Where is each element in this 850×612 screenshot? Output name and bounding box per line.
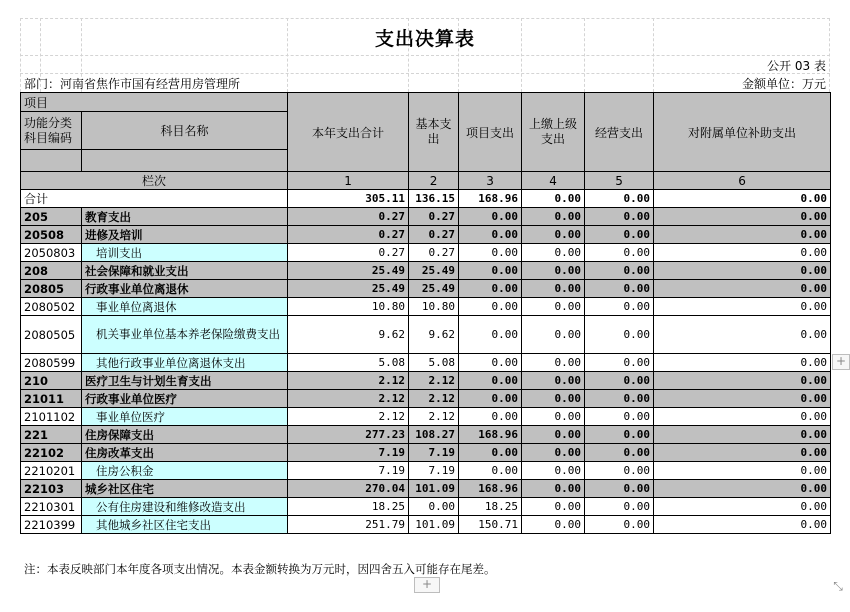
- row-value: 0.27: [409, 226, 459, 244]
- table-row: [21, 444, 831, 462]
- total-value: 168.96: [459, 190, 522, 208]
- row-value: 0.00: [459, 372, 522, 390]
- row-value: 101.09: [409, 480, 459, 498]
- table-row: [21, 280, 831, 298]
- row-value: 2.12: [288, 390, 409, 408]
- column-number: 1: [288, 172, 409, 190]
- row-subject-name: 公有住房建设和维修改造支出: [82, 498, 288, 516]
- header-item: 项目: [21, 93, 288, 112]
- row-value: 0.00: [654, 462, 831, 480]
- row-value: 0.00: [654, 244, 831, 262]
- row-value: 0.00: [585, 244, 654, 262]
- total-value: 0.00: [654, 190, 831, 208]
- row-value: 270.04: [288, 480, 409, 498]
- row-code: 221: [21, 426, 82, 444]
- row-code: 20508: [21, 226, 82, 244]
- column-number: 5: [585, 172, 654, 190]
- unit-label: 金额单位：万元: [741, 77, 826, 91]
- row-subject-name: 住房改革支出: [82, 444, 288, 462]
- row-value: 0.27: [409, 244, 459, 262]
- row-value: 2.12: [409, 408, 459, 426]
- row-value: 0.00: [522, 444, 585, 462]
- header-func-code: 功能分类科目编码: [21, 112, 82, 150]
- row-subject-name: 其他城乡社区住宅支出: [82, 516, 288, 534]
- row-subject-name: 培训支出: [82, 244, 288, 262]
- row-value: 7.19: [288, 462, 409, 480]
- header-subject-name: 科目名称: [82, 112, 288, 150]
- row-value: 168.96: [459, 480, 522, 498]
- add-row-button[interactable]: +: [414, 577, 440, 593]
- row-value: 0.00: [654, 498, 831, 516]
- row-value: 0.00: [522, 498, 585, 516]
- row-value: 18.25: [288, 498, 409, 516]
- row-value: 0.00: [585, 444, 654, 462]
- table-row: [21, 426, 831, 444]
- row-value: 0.00: [585, 372, 654, 390]
- row-value: 10.80: [409, 298, 459, 316]
- row-value: 5.08: [409, 354, 459, 372]
- table-row: [21, 408, 831, 426]
- column-number: 3: [459, 172, 522, 190]
- row-subject-name: 行政事业单位离退休: [82, 280, 288, 298]
- row-code: 20805: [21, 280, 82, 298]
- row-value: 0.00: [522, 354, 585, 372]
- row-value: 0.00: [654, 408, 831, 426]
- row-value: 0.00: [522, 480, 585, 498]
- table-row: [21, 262, 831, 280]
- header-project: 项目支出: [459, 93, 522, 172]
- row-value: 0.00: [654, 298, 831, 316]
- row-subject-name: 住房保障支出: [82, 426, 288, 444]
- row-value: 0.27: [288, 208, 409, 226]
- row-subject-name: 教育支出: [82, 208, 288, 226]
- row-value: 0.00: [522, 408, 585, 426]
- row-value: 9.62: [288, 316, 409, 354]
- row-value: 0.00: [654, 354, 831, 372]
- row-value: 0.00: [654, 516, 831, 534]
- row-value: 0.00: [522, 426, 585, 444]
- row-subject-name: 机关事业单位基本养老保险缴费支出: [82, 316, 288, 354]
- row-code: 2050803: [21, 244, 82, 262]
- row-value: 0.00: [585, 316, 654, 354]
- row-value: 0.00: [522, 244, 585, 262]
- row-value: 0.00: [522, 390, 585, 408]
- row-value: 0.00: [459, 444, 522, 462]
- row-value: 0.00: [654, 390, 831, 408]
- row-value: 168.96: [459, 426, 522, 444]
- row-value: 0.00: [585, 390, 654, 408]
- row-value: 0.00: [585, 226, 654, 244]
- row-value: 0.00: [522, 208, 585, 226]
- department-label: 部门：河南省焦作市国有经营用房管理所: [24, 77, 241, 91]
- row-value: 0.00: [522, 462, 585, 480]
- row-value: 7.19: [409, 444, 459, 462]
- header-spacer-cell: [21, 150, 82, 172]
- column-number: 4: [522, 172, 585, 190]
- row-value: 0.00: [459, 262, 522, 280]
- row-code: 2101102: [21, 408, 82, 426]
- table-row: [21, 516, 831, 534]
- row-value: 0.00: [522, 262, 585, 280]
- row-subject-name: 城乡社区住宅: [82, 480, 288, 498]
- row-value: 0.00: [585, 516, 654, 534]
- expenditure-table: [20, 92, 831, 534]
- row-code: 2210201: [21, 462, 82, 480]
- row-value: 2.12: [409, 372, 459, 390]
- row-value: 0.00: [654, 372, 831, 390]
- row-value: 0.00: [459, 354, 522, 372]
- header-operating: 经营支出: [585, 93, 654, 172]
- row-value: 0.00: [585, 298, 654, 316]
- row-value: 9.62: [409, 316, 459, 354]
- row-subject-name: 其他行政事业单位离退休支出: [82, 354, 288, 372]
- table-row: [21, 354, 831, 372]
- column-number: 6: [654, 172, 831, 190]
- row-value: 0.00: [522, 280, 585, 298]
- page-title: 支出决算表: [374, 28, 475, 50]
- row-value: 2.12: [288, 408, 409, 426]
- header-spacer-cell: [82, 150, 288, 172]
- table-row: [21, 208, 831, 226]
- row-value: 25.49: [288, 280, 409, 298]
- row-value: 0.00: [459, 298, 522, 316]
- row-value: 150.71: [459, 516, 522, 534]
- row-subject-name: 住房公积金: [82, 462, 288, 480]
- row-value: 108.27: [409, 426, 459, 444]
- row-code: 210: [21, 372, 82, 390]
- row-subject-name: 进修及培训: [82, 226, 288, 244]
- form-code: 公开 03 表: [767, 59, 826, 73]
- row-code: 22102: [21, 444, 82, 462]
- total-row: [21, 190, 831, 208]
- row-value: 0.00: [585, 208, 654, 226]
- row-value: 0.00: [654, 208, 831, 226]
- row-value: 0.00: [585, 498, 654, 516]
- row-value: 0.00: [585, 262, 654, 280]
- row-value: 0.00: [459, 462, 522, 480]
- table-row: [21, 226, 831, 244]
- row-value: 18.25: [459, 498, 522, 516]
- row-code: 2080502: [21, 298, 82, 316]
- row-value: 0.27: [288, 226, 409, 244]
- total-value: 305.11: [288, 190, 409, 208]
- row-value: 0.00: [654, 480, 831, 498]
- row-value: 0.00: [522, 316, 585, 354]
- table-row: [21, 462, 831, 480]
- resize-handle-icon[interactable]: ⤡: [833, 579, 843, 593]
- row-value: 0.00: [585, 462, 654, 480]
- row-code: 22103: [21, 480, 82, 498]
- add-column-button[interactable]: +: [832, 354, 850, 370]
- table-row: [21, 244, 831, 262]
- row-value: 2.12: [409, 390, 459, 408]
- header-total: 本年支出合计: [288, 93, 409, 172]
- row-value: 0.00: [585, 280, 654, 298]
- row-code: 205: [21, 208, 82, 226]
- row-value: 0.00: [459, 280, 522, 298]
- row-value: 0.00: [459, 408, 522, 426]
- row-value: 0.00: [654, 226, 831, 244]
- row-value: 0.00: [654, 444, 831, 462]
- row-code: 21011: [21, 390, 82, 408]
- row-value: 0.00: [654, 262, 831, 280]
- total-value: 0.00: [522, 190, 585, 208]
- row-value: 0.00: [585, 354, 654, 372]
- row-subject-name: 行政事业单位医疗: [82, 390, 288, 408]
- header-remit: 上缴上级支出: [522, 93, 585, 172]
- row-value: 0.00: [409, 498, 459, 516]
- row-value: 0.27: [409, 208, 459, 226]
- row-value: 277.23: [288, 426, 409, 444]
- row-code: 2080505: [21, 316, 82, 354]
- total-label: 合计: [21, 190, 288, 208]
- row-value: 25.49: [409, 262, 459, 280]
- column-index-label: 栏次: [21, 172, 288, 190]
- footnote: 注：本表反映部门本年度各项支出情况。本表金额转换为万元时，因四舍五入可能存在尾差。: [24, 562, 496, 576]
- row-code: 2080599: [21, 354, 82, 372]
- table-row: [21, 372, 831, 390]
- row-value: 2.12: [288, 372, 409, 390]
- row-value: 0.00: [585, 480, 654, 498]
- table-row: [21, 498, 831, 516]
- row-value: 0.00: [585, 426, 654, 444]
- row-subject-name: 事业单位医疗: [82, 408, 288, 426]
- row-subject-name: 事业单位离退休: [82, 298, 288, 316]
- row-value: 5.08: [288, 354, 409, 372]
- row-value: 0.00: [522, 372, 585, 390]
- row-value: 0.00: [459, 316, 522, 354]
- row-value: 0.00: [459, 244, 522, 262]
- row-value: 7.19: [409, 462, 459, 480]
- row-subject-name: 社会保障和就业支出: [82, 262, 288, 280]
- row-value: 0.00: [654, 280, 831, 298]
- row-value: 0.00: [459, 390, 522, 408]
- row-code: 2210399: [21, 516, 82, 534]
- row-value: 0.00: [654, 426, 831, 444]
- row-value: 0.00: [522, 516, 585, 534]
- row-value: 7.19: [288, 444, 409, 462]
- row-value: 10.80: [288, 298, 409, 316]
- total-value: 136.15: [409, 190, 459, 208]
- header-subsidy: 对附属单位补助支出: [654, 93, 831, 172]
- table-row: [21, 298, 831, 316]
- row-value: 101.09: [409, 516, 459, 534]
- row-value: 0.00: [522, 298, 585, 316]
- row-value: 25.49: [288, 262, 409, 280]
- row-value: 0.00: [585, 408, 654, 426]
- table-row: [21, 480, 831, 498]
- row-value: 0.00: [459, 226, 522, 244]
- row-value: 25.49: [409, 280, 459, 298]
- table-row: [21, 316, 831, 354]
- row-code: 208: [21, 262, 82, 280]
- total-value: 0.00: [585, 190, 654, 208]
- row-value: 0.27: [288, 244, 409, 262]
- table-row: [21, 390, 831, 408]
- row-value: 0.00: [522, 226, 585, 244]
- column-number: 2: [409, 172, 459, 190]
- row-value: 0.00: [459, 208, 522, 226]
- row-value: 0.00: [654, 316, 831, 354]
- row-code: 2210301: [21, 498, 82, 516]
- row-value: 251.79: [288, 516, 409, 534]
- header-basic: 基本支出: [409, 93, 459, 172]
- row-subject-name: 医疗卫生与计划生育支出: [82, 372, 288, 390]
